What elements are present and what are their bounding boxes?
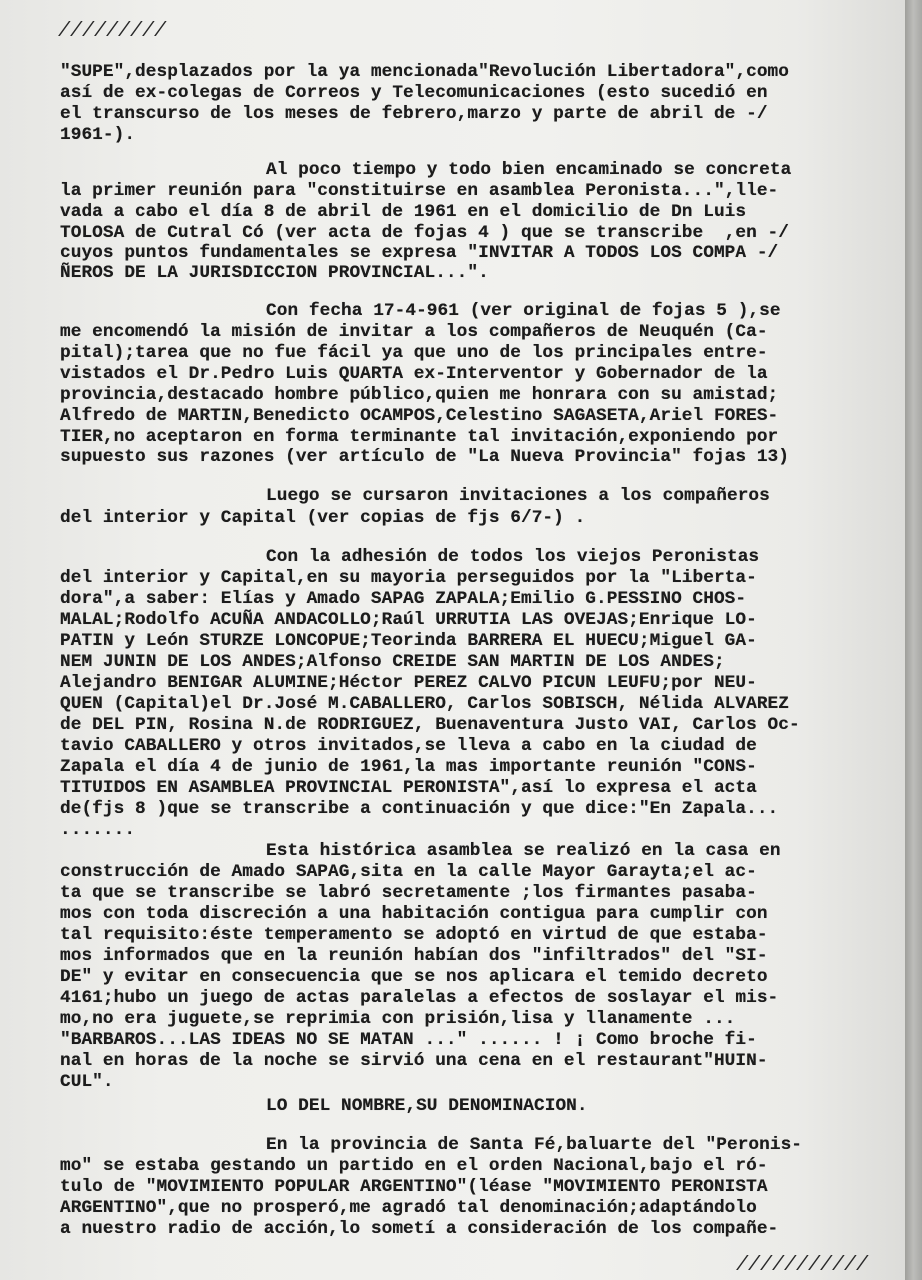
text-line: NEM JUNIN DE LOS ANDES;Alfonso CREIDE SAN MARTIN DE LOS ANDES; (60, 652, 725, 672)
text-line: cuyos puntos fundamentales se expresa "INVITAR A TODOS LOS COMPA -/ (60, 243, 779, 263)
text-line: pital);tarea que no fue fácil ya que uno de los principales entre- (60, 343, 768, 363)
text-line: me encomendó la misión de invitar a los compañeros de Neuquén (Ca- (60, 322, 768, 342)
text-line: mos con toda discreción a una habitación contigua para cumplir con (60, 904, 768, 924)
text-line: así de ex-colegas de Correos y Telecomunicaciones (esto sucedió en (60, 83, 768, 103)
text-line: supuesto sus razones (ver artículo de "La Nueva Provincia" fojas 13) (60, 447, 789, 467)
text-line: la primer reunión para "constituirse en asamblea Peronista...",lle- (60, 181, 779, 201)
text-line: a nuestro radio de acción,lo sometí a consideración de los compañe- (60, 1219, 779, 1239)
text-line: TOLOSA de Cutral Có (ver acta de fojas 4 ) que se transcribe ,en -/ (60, 223, 789, 243)
text-line: QUEN (Capital)el Dr.José M.CABALLERO, Carlos SOBISCH, Nélida ALVAREZ (60, 694, 789, 714)
text-line: vistados el Dr.Pedro Luis QUARTA ex-Interventor y Gobernador de la (60, 364, 768, 384)
text-line: del interior y Capital (ver copias de fjs 6/7-) . (60, 508, 586, 528)
section-heading: LO DEL NOMBRE,SU DENOMINACION. (266, 1096, 588, 1116)
text-line: el transcurso de los meses de febrero,marzo y parte de abril de -/ (60, 104, 768, 124)
text-line: "SUPE",desplazados por la ya mencionada"Revolución Libertadora",como (60, 62, 789, 82)
text-line: TIER,no aceptaron en forma terminante tal invitación,exponiendo por (60, 427, 779, 447)
text-line: mos informados que en la reunión habían dos "infiltrados" del "SI- (60, 946, 768, 966)
text-line: TITUIDOS EN ASAMBLEA PROVINCIAL PERONISTA",así lo expresa el acta (60, 778, 757, 798)
text-line: tulo de "MOVIMIENTO POPULAR ARGENTINO"(léase "MOVIMIENTO PERONISTA (60, 1177, 768, 1197)
text-line: nal en horas de la noche se sirvió una cena en el restaurant"HUIN- (60, 1051, 768, 1071)
bottom-slash-marks: /////////// (736, 1254, 869, 1277)
text-line: dora",a saber: Elías y Amado SAPAG ZAPALA;Emilio G.PESSINO CHOS- (60, 589, 747, 609)
text-line: vada a cabo el día 8 de abril de 1961 en el domicilio de Dn Luis (60, 202, 747, 222)
text-line: Al poco tiempo y todo bien encaminado se concreta (266, 160, 792, 180)
text-line: del interior y Capital,en su mayoria perseguidos por la "Liberta- (60, 568, 757, 588)
text-line: PATIN y León STURZE LONCOPUE;Teorinda BARRERA EL HUECU;Miguel GA- (60, 631, 757, 651)
text-line: Con fecha 17-4-961 (ver original de fojas 5 ),se (266, 301, 781, 321)
text-line: En la provincia de Santa Fé,baluarte del "Peronis- (266, 1135, 803, 1155)
text-line: 1961-). (60, 125, 136, 145)
top-slash-marks: ///////// (58, 20, 167, 43)
text-line: construcción de Amado SAPAG,sita en la calle Mayor Garayta;el ac- (60, 862, 757, 882)
text-line: CUL". (60, 1072, 114, 1092)
text-line: Esta histórica asamblea se realizó en la casa en (266, 841, 781, 861)
text-line: ....... (60, 820, 136, 840)
text-line: Alejandro BENIGAR ALUMINE;Héctor PEREZ CALVO PICUN LEUFU;por NEU- (60, 673, 757, 693)
text-line: ÑEROS DE LA JURISDICCION PROVINCIAL...". (60, 263, 489, 283)
text-line: ARGENTINO",que no prosperó,me agradó tal denominación;adaptándolo (60, 1198, 757, 1218)
text-line: MALAL;Rodolfo ACUÑA ANDACOLLO;Raúl URRUTIA LAS OVEJAS;Enrique LO- (60, 610, 757, 630)
text-line: Luego se cursaron invitaciones a los compañeros (266, 486, 770, 506)
text-line: tavio CABALLERO y otros invitados,se lleva a cabo en la ciudad de (60, 736, 757, 756)
text-line: "BARBAROS...LAS IDEAS NO SE MATAN ..." ...... ! ¡ Como broche fi- (60, 1030, 757, 1050)
text-line: Alfredo de MARTIN,Benedicto OCAMPOS,Celestino SAGASETA,Ariel FORES- (60, 406, 779, 426)
text-line: ta que se transcribe se labró secretamente ;los firmantes pasaba- (60, 883, 757, 903)
text-line: 4161;hubo un juego de actas paralelas a efectos de soslayar el mis- (60, 988, 779, 1008)
text-line: provincia,destacado hombre público,quien me honrara con su amistad; (60, 385, 779, 405)
text-line: Con la adhesión de todos los viejos Peronistas (266, 547, 760, 567)
text-line: de DEL PIN, Rosina N.de RODRIGUEZ, Buenaventura Justo VAI, Carlos Oc- (60, 715, 800, 735)
text-line: DE" y evitar en consecuencia que se nos aplicara el temido decreto (60, 967, 768, 987)
text-line: Zapala el día 4 de junio de 1961,la mas importante reunión "CONS- (60, 757, 757, 777)
text-line: tal requisito:éste temperamento se adoptó en virtud de que estaba- (60, 925, 768, 945)
text-line: mo" se estaba gestando un partido en el orden Nacional,bajo el ró- (60, 1156, 768, 1176)
text-line: mo,no era juguete,se reprimia con prisión,lisa y llanamente ... (60, 1009, 736, 1029)
text-line: de(fjs 8 )que se transcribe a continuación y que dice:"En Zapala... (60, 799, 779, 819)
page-edge (905, 0, 922, 1280)
